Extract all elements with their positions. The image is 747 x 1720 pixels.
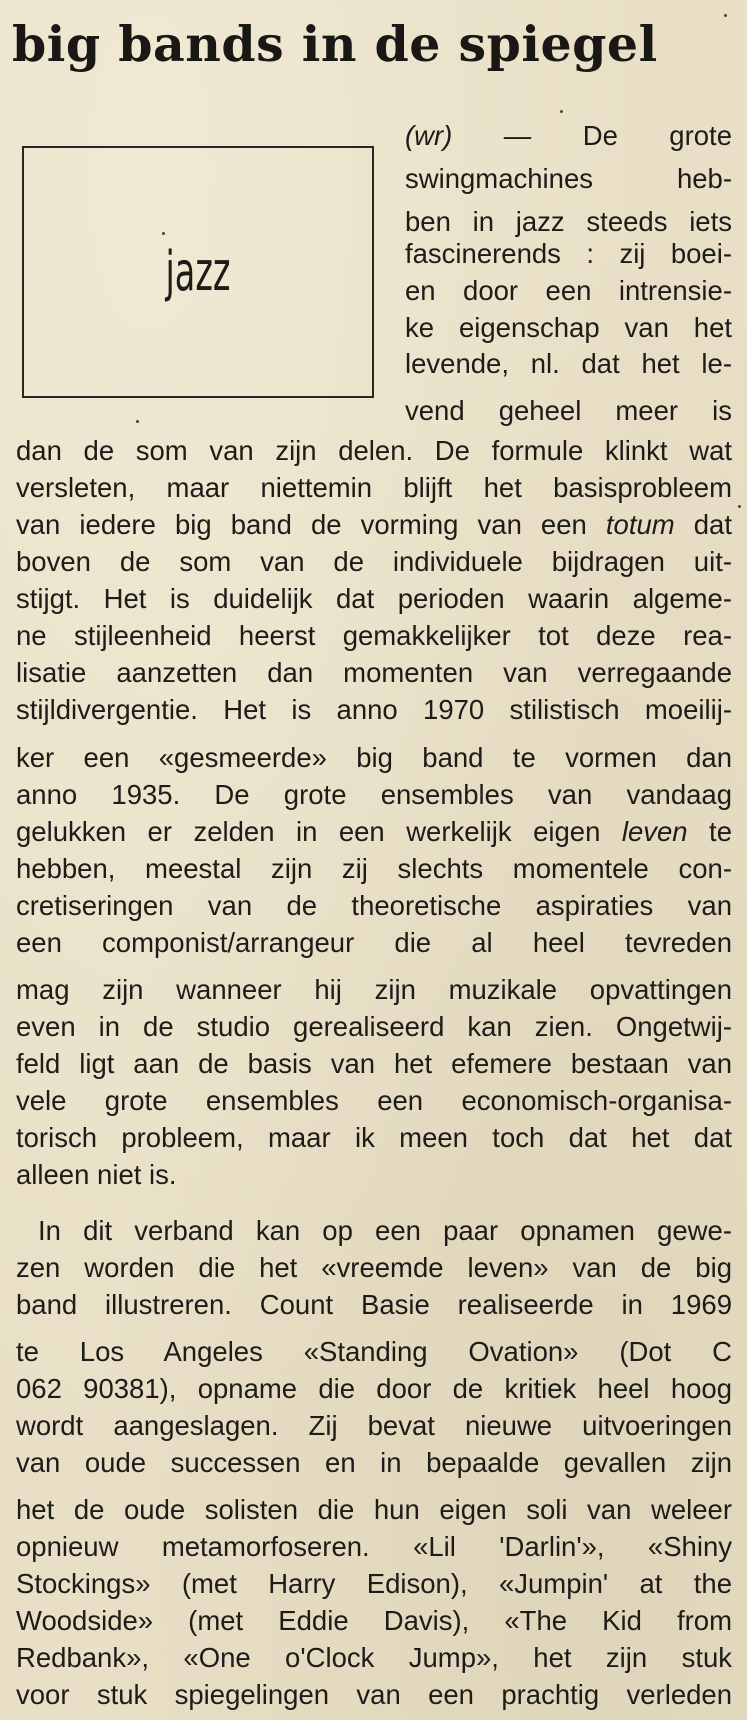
article-text-line: hebben, meestal zijn zij slechts momentele con- — [16, 853, 732, 884]
article-text-line: wordt aangeslagen. Zij bevat nieuwe uitvoeringen — [16, 1410, 732, 1441]
article-text-line: Woodside» (met Eddie Davis), «The Kid from — [16, 1605, 732, 1636]
article-text-line: versleten, maar niettemin blijft het basisprobleem — [16, 472, 732, 503]
article-text-line: ne stijleenheid heerst gemakkelijker tot deze rea- — [16, 620, 732, 651]
article-text-line: In dit verband kan op een paar opnamen gewe- — [38, 1215, 732, 1246]
article-text-line: feld ligt aan de basis van het efemere bestaan van — [16, 1048, 732, 1079]
article-text-line: fascinerends : zij boei- — [405, 238, 732, 269]
article-text-line: lisatie aanzetten dan momenten van verregaande — [16, 657, 732, 688]
article-text-line: stijldivergentie. Het is anno 1970 stilistisch moeilij- — [16, 694, 732, 725]
article-text-line: ke eigenschap van het — [405, 312, 732, 343]
article-text-line: het de oude solisten die hun eigen soli van weleer — [16, 1494, 732, 1525]
article-text-line: te Los Angeles «Standing Ovation» (Dot C — [16, 1336, 732, 1367]
article-text-line: vend geheel meer is — [405, 395, 732, 426]
print-speck — [560, 110, 563, 113]
article-text-line: cretiseringen van de theoretische aspiraties van — [16, 890, 732, 921]
article-text-line: voor stuk spiegelingen van een prachtig verleden — [16, 1679, 732, 1710]
article-text-line: 062 90381), opname die door de kritiek heel hoog — [16, 1373, 732, 1404]
article-text-line: een componist/arrangeur die al heel tevreden — [16, 927, 732, 958]
article-text-line: ben in jazz steeds iets — [405, 206, 732, 237]
article-text-line: opnieuw metamorfoseren. «Lil 'Darlin'», «Shiny — [16, 1531, 732, 1562]
article-text-line: (wr) — De grote — [405, 120, 732, 151]
article-text-line: alleen niet is. — [16, 1159, 177, 1190]
article-text-line: swingmachines heb- — [405, 163, 732, 194]
article-text-line: gelukken er zelden in een werkelijk eigen leven te — [16, 816, 732, 847]
article-text-line: van iedere big band de vorming van een totum dat — [16, 509, 732, 540]
article-text-line: Redbank», «One o'Clock Jump», het zijn stuk — [16, 1642, 732, 1673]
article-text-line: even in de studio gerealiseerd kan zien. Ongetwij- — [16, 1011, 732, 1042]
article-text-line: levende, nl. dat het le- — [405, 348, 732, 379]
article-text-line: ker een «gesmeerde» big band te vormen dan — [16, 742, 732, 773]
article-text-line: dan de som van zijn delen. De formule klinkt wat — [16, 435, 732, 466]
article-text-line: Stockings» (met Harry Edison), «Jumpin' at the — [16, 1568, 732, 1599]
article-text-line: band illustreren. Count Basie realiseerde in 1969 — [16, 1289, 732, 1320]
jazz-box-label: jazz — [165, 240, 231, 303]
article-text-line: van oude successen en in bepaalde gevallen zijn — [16, 1447, 732, 1478]
article-text-line: zen worden die het «vreemde leven» van de big — [16, 1252, 732, 1283]
print-speck — [738, 505, 741, 508]
article-text-line: en door een intrensie- — [405, 275, 732, 306]
article-text-line: anno 1935. De grote ensembles van vandaag — [16, 779, 732, 810]
article-text-line: boven de som van de individuele bijdragen uit- — [16, 546, 732, 577]
article-text-line: stijgt. Het is duidelijk dat perioden waarin algeme- — [16, 583, 732, 614]
article-text-line: mag zijn wanneer hij zijn muzikale opvattingen — [16, 974, 732, 1005]
article-headline: big bands in de spiegel — [12, 15, 658, 73]
print-speck — [162, 232, 165, 235]
article-text-line: torisch probleem, maar ik meen toch dat het dat — [16, 1122, 732, 1153]
article-text-line: vele grote ensembles een economisch-organisa- — [16, 1085, 732, 1116]
print-speck — [136, 420, 139, 423]
print-speck — [724, 14, 727, 17]
jazz-column-box — [22, 146, 374, 398]
